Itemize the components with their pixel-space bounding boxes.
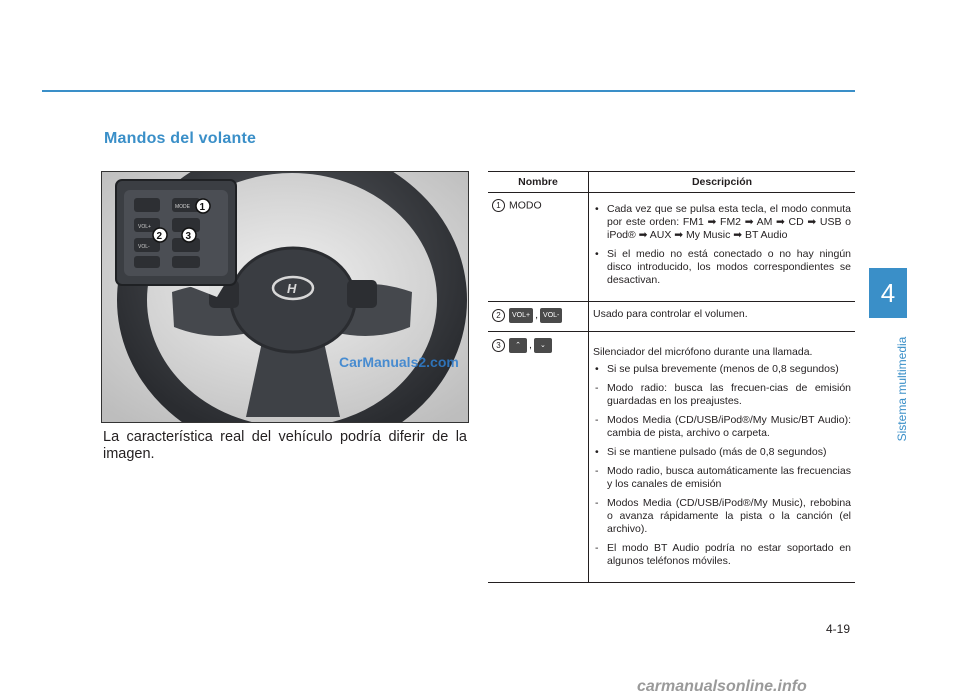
seek-down-key-icon: ⌄ [534,338,552,353]
figure-caption: La característica real del vehículo podría diferir de la imagen. [103,429,467,462]
list-item: • Cada vez que se pulsa esta tecla, el modo conmuta por este orden: FM1 ➡ FM2 ➡ AM ➡ CD ➡ USB o iPod® ➡ AUX ➡ My Music ➡ BT Audio [595,203,851,241]
vol-up-key: VOL+ [509,308,533,323]
table-row [488,193,855,302]
vol-up-label: VOL+ [138,224,151,230]
list-item: • Si se pulsa brevemente (menos de 0,8 segundos) [595,363,839,375]
table-row [488,302,855,332]
list-item: - Modo radio: busca las frecuen-cias de emisión guardadas en los preajustes. [595,382,851,407]
steering-wheel-figure [101,171,469,423]
row-2-description: Usado para controlar el volumen. [589,302,856,332]
watermark: CarManuals2.com [339,354,459,370]
list-item: - Modos Media (CD/USB/iPod®/My Music/BT Audio): cambia de pista, archivo o carpeta. [595,414,851,439]
steering-wheel-illustration [102,172,468,422]
row-2-name: 2 VOL+ , VOL- [488,302,589,332]
list-item: - El modo BT Audio podría no estar soportado en algunos teléfonos móviles. [595,542,851,567]
row-1-label: MODO [509,199,542,212]
callout-3-label: 3 [185,231,192,242]
table-row [488,332,855,583]
svg-text:H: H [287,281,297,296]
row-3-description: Silenciador del micrófono durante una llamada. • Si se pulsa brevemente (menos de 0,8 segundos) - Modo radio: busca las frecuen-cias de emisión guardadas en los preajustes. - Modos Media (CD/USB/iPod®/My Music/BT Audio): cambia de pista, archivo o carpeta. • Si se mantiene pulsado (más de 0,8 segundos) - Modo radio, busca automáticamente las frecuencias y los canales de emisión - Modos Media (CD/USB/iPod®/My Music), rebobina o avanza rápidamente la pista o la canción (el archivo). - El modo BT Audio podría no estar soportado en algunos teléfonos móviles. [589,332,856,583]
list-item: • Si se mantiene pulsado (más de 0,8 segundos) [595,446,827,458]
mode-button-label: MODE [175,204,190,210]
seek-up-key-icon: ⌃ [509,338,527,353]
list-item: • Si el medio no está conectado o no hay ningún disco introducido, los modos correspondientes se desactivan. [595,248,851,286]
row-2-number: 2 [492,309,505,322]
chapter-label: Sistema multimedia [895,336,909,442]
vol-down-label: VOL- [138,244,150,250]
row-3-number: 3 [492,339,505,352]
list-item: - Modos Media (CD/USB/iPod®/My Music), rebobina o avanza rápidamente la pista o la canción (el archivo). [595,497,851,535]
row-1-description [589,193,856,302]
row-1-name [488,193,589,302]
row-1-number: 1 [492,199,505,212]
footer-watermark: carmanualsonline.info [637,678,807,695]
top-rule [42,90,855,92]
callout-1-label: 1 [199,202,206,213]
header-description: Descripción [589,172,856,193]
callout-2-label: 2 [156,231,163,242]
section-title: Mandos del volante [104,130,257,147]
header-name: Nombre [488,172,589,193]
row-3-name: 3 ⌃ , ⌄ [488,332,589,583]
vol-down-key: VOL- [540,308,562,323]
controls-table [488,171,855,583]
table-header-row [488,172,855,193]
list-item: - Modo radio, busca automáticamente las frecuencias y los canales de emisión [595,465,851,490]
page-number: 4-19 [826,622,851,636]
chapter-tab: 4 [869,268,907,318]
